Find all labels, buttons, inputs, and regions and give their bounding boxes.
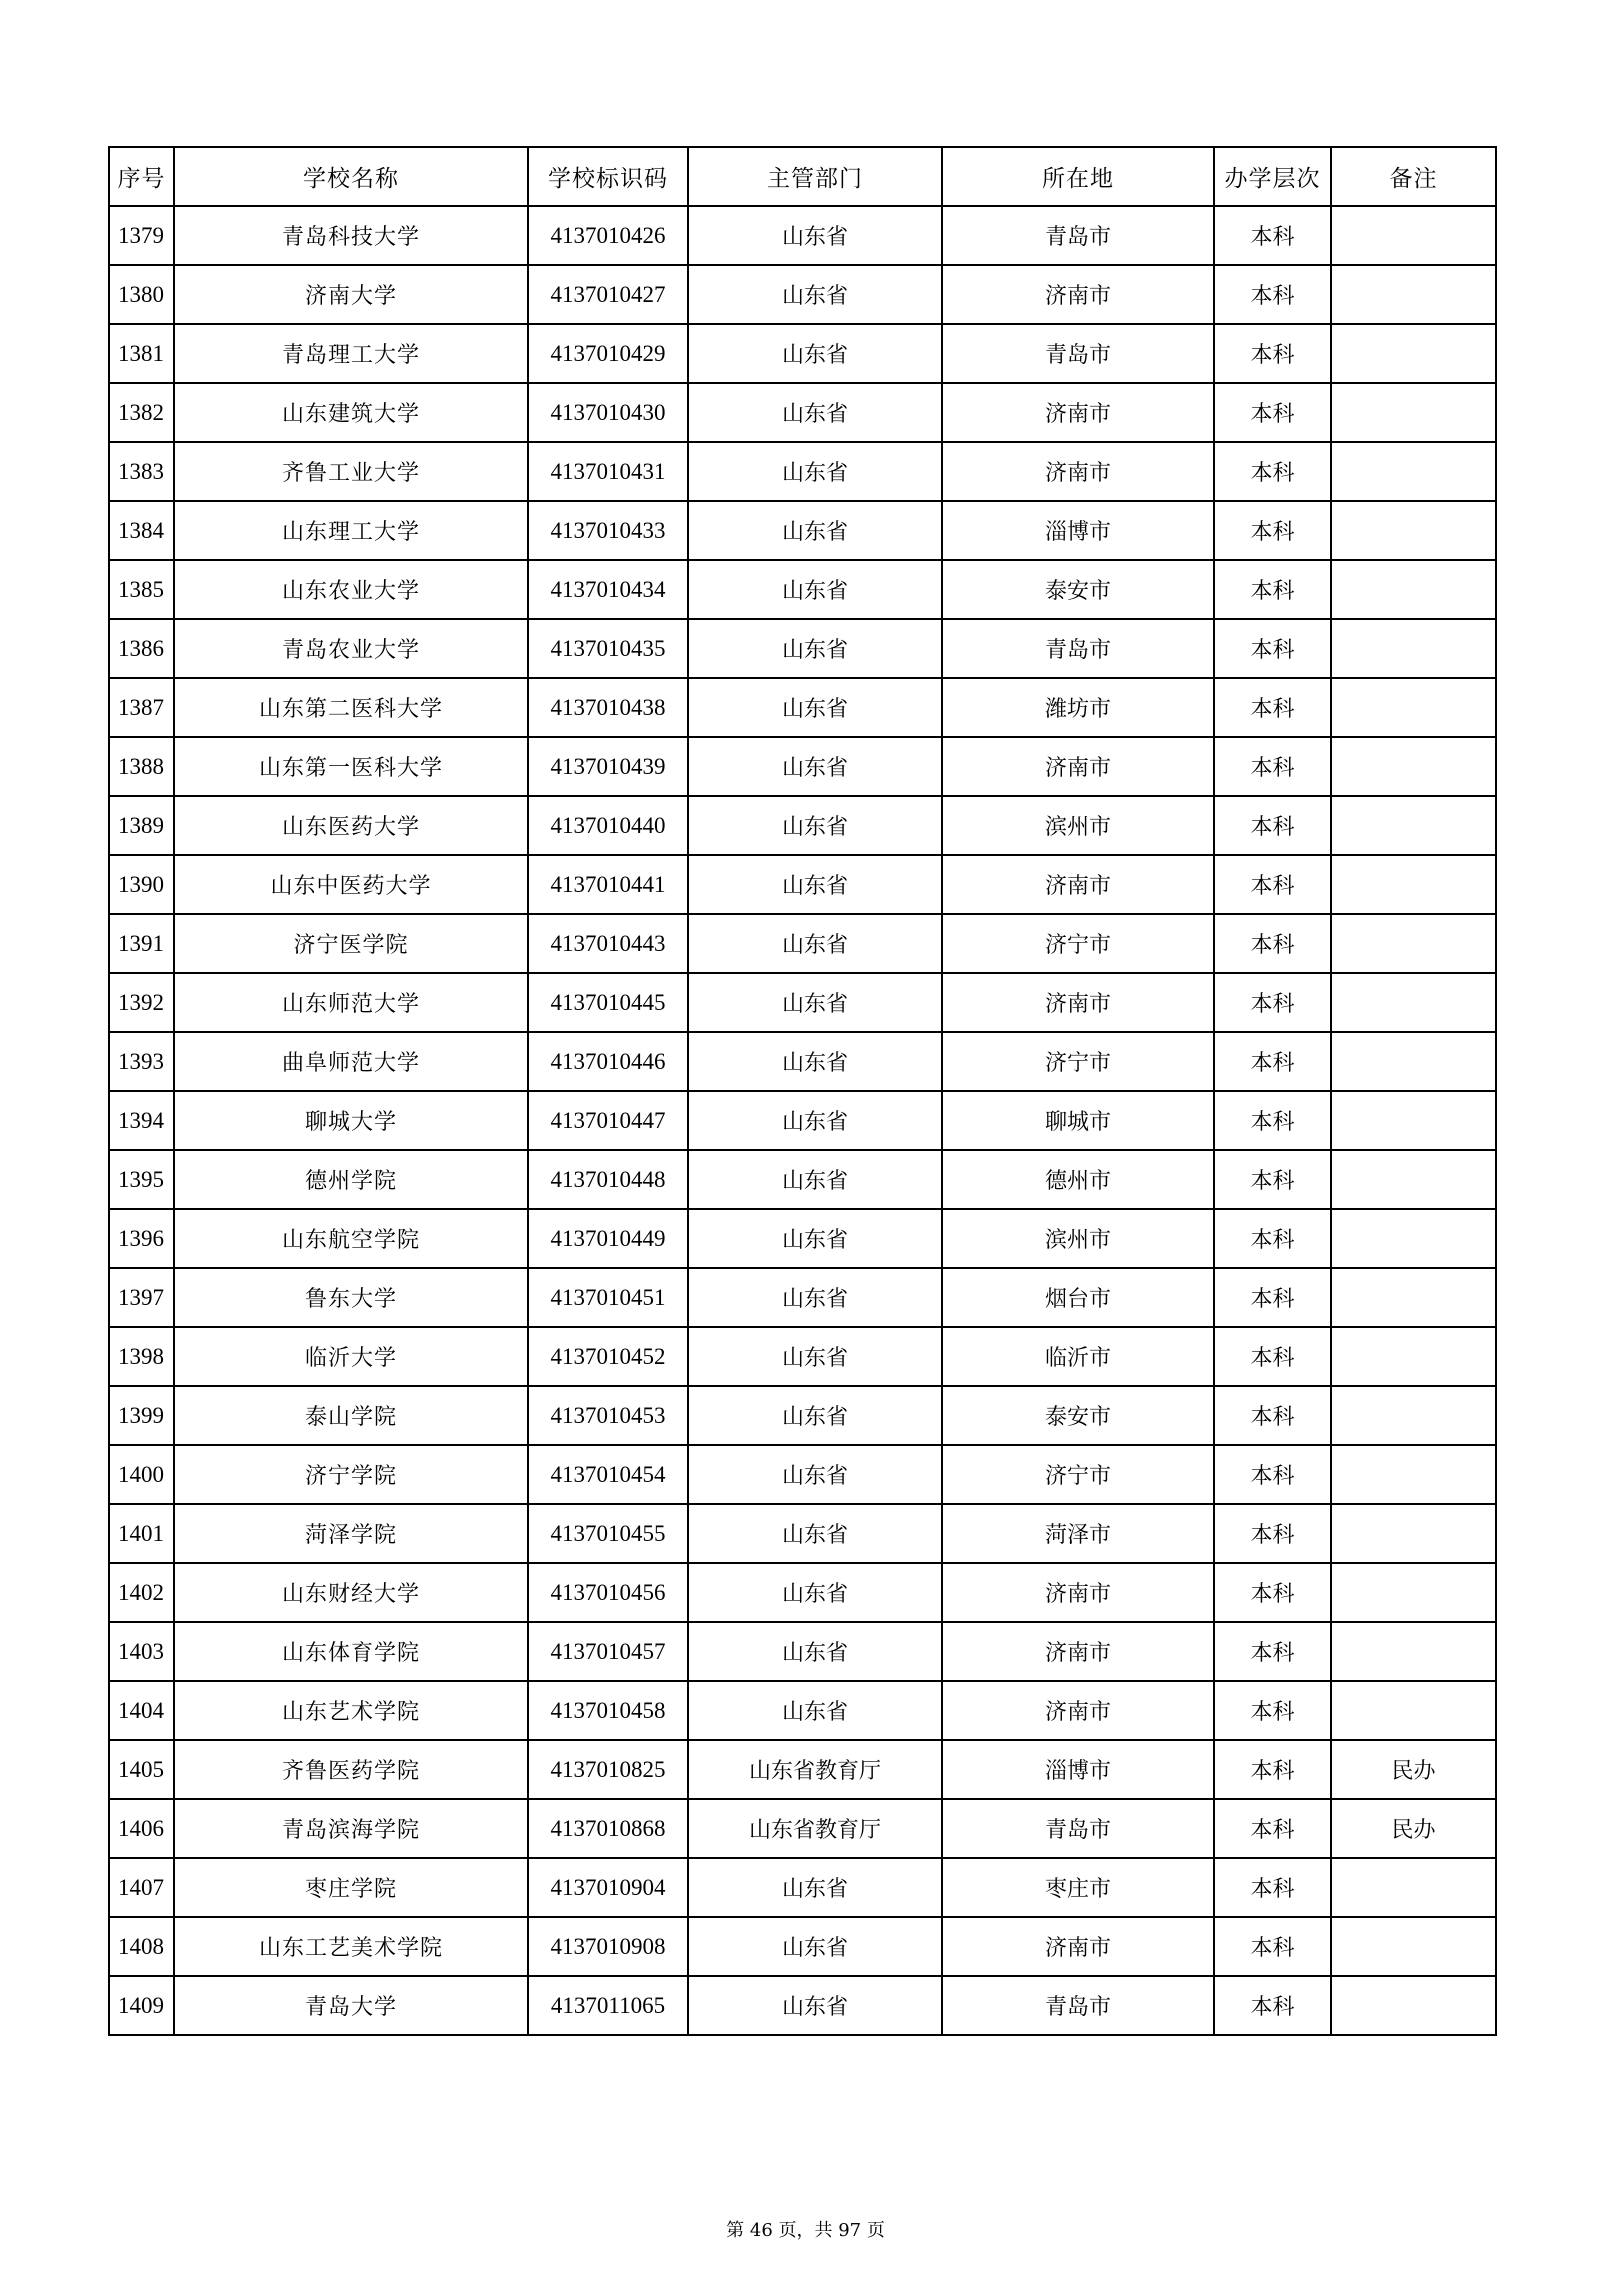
cell-seq: 1403	[109, 1622, 174, 1681]
cell-school-code: 4137010456	[528, 1563, 688, 1622]
cell-department: 山东省	[688, 1091, 942, 1150]
cell-seq: 1404	[109, 1681, 174, 1740]
cell-department: 山东省	[688, 501, 942, 560]
cell-level: 本科	[1214, 324, 1331, 383]
table-row	[109, 1032, 1496, 1091]
cell-school-name: 山东第二医科大学	[174, 678, 528, 737]
cell-department: 山东省	[688, 678, 942, 737]
cell-school-name: 山东工艺美术学院	[174, 1917, 528, 1976]
cell-school-name: 齐鲁医药学院	[174, 1740, 528, 1799]
cell-school-code: 4137010454	[528, 1445, 688, 1504]
cell-school-code: 4137010435	[528, 619, 688, 678]
cell-notes	[1331, 324, 1496, 383]
cell-notes	[1331, 1858, 1496, 1917]
table-row	[109, 678, 1496, 737]
cell-school-code: 4137010449	[528, 1209, 688, 1268]
cell-seq: 1399	[109, 1386, 174, 1445]
cell-notes	[1331, 265, 1496, 324]
cell-department: 山东省	[688, 1386, 942, 1445]
header-notes: 备注	[1331, 147, 1496, 206]
cell-notes	[1331, 1563, 1496, 1622]
cell-location: 济宁市	[942, 1032, 1214, 1091]
cell-seq: 1386	[109, 619, 174, 678]
cell-department: 山东省教育厅	[688, 1740, 942, 1799]
cell-department: 山东省	[688, 1976, 942, 2035]
table-row	[109, 1150, 1496, 1209]
cell-school-code: 4137011065	[528, 1976, 688, 2035]
cell-location: 枣庄市	[942, 1858, 1214, 1917]
cell-level: 本科	[1214, 1209, 1331, 1268]
cell-level: 本科	[1214, 796, 1331, 855]
cell-school-code: 4137010438	[528, 678, 688, 737]
table-row	[109, 1268, 1496, 1327]
cell-location: 济南市	[942, 383, 1214, 442]
cell-school-code: 4137010452	[528, 1327, 688, 1386]
cell-school-name: 济宁医学院	[174, 914, 528, 973]
page-footer: 第 46 页，共 97 页	[726, 2220, 885, 2241]
cell-school-name: 青岛大学	[174, 1976, 528, 2035]
cell-department: 山东省	[688, 1917, 942, 1976]
cell-notes	[1331, 560, 1496, 619]
cell-school-name: 青岛科技大学	[174, 206, 528, 265]
cell-level: 本科	[1214, 1858, 1331, 1917]
cell-school-code: 4137010439	[528, 737, 688, 796]
cell-seq: 1400	[109, 1445, 174, 1504]
cell-department: 山东省	[688, 560, 942, 619]
cell-seq: 1392	[109, 973, 174, 1032]
cell-department: 山东省	[688, 1681, 942, 1740]
table-row	[109, 1622, 1496, 1681]
cell-level: 本科	[1214, 1504, 1331, 1563]
cell-school-name: 德州学院	[174, 1150, 528, 1209]
cell-seq: 1384	[109, 501, 174, 560]
cell-seq: 1395	[109, 1150, 174, 1209]
cell-location: 青岛市	[942, 1976, 1214, 2035]
cell-notes	[1331, 1091, 1496, 1150]
cell-level: 本科	[1214, 501, 1331, 560]
cell-notes	[1331, 973, 1496, 1032]
cell-notes	[1331, 442, 1496, 501]
cell-location: 德州市	[942, 1150, 1214, 1209]
table-row	[109, 206, 1496, 265]
cell-school-code: 4137010443	[528, 914, 688, 973]
cell-department: 山东省	[688, 914, 942, 973]
cell-level: 本科	[1214, 1681, 1331, 1740]
cell-notes	[1331, 383, 1496, 442]
cell-seq: 1382	[109, 383, 174, 442]
cell-level: 本科	[1214, 442, 1331, 501]
cell-notes	[1331, 1681, 1496, 1740]
cell-notes	[1331, 1386, 1496, 1445]
cell-seq: 1391	[109, 914, 174, 973]
table-row	[109, 855, 1496, 914]
cell-location: 烟台市	[942, 1268, 1214, 1327]
cell-school-code: 4137010453	[528, 1386, 688, 1445]
cell-notes: 民办	[1331, 1740, 1496, 1799]
cell-seq: 1389	[109, 796, 174, 855]
cell-school-code: 4137010434	[528, 560, 688, 619]
cell-department: 山东省教育厅	[688, 1799, 942, 1858]
cell-school-name: 鲁东大学	[174, 1268, 528, 1327]
table-body	[109, 206, 1496, 2035]
cell-school-code: 4137010430	[528, 383, 688, 442]
cell-notes	[1331, 855, 1496, 914]
cell-level: 本科	[1214, 973, 1331, 1032]
cell-notes	[1331, 914, 1496, 973]
table-row	[109, 1858, 1496, 1917]
cell-notes	[1331, 678, 1496, 737]
cell-location: 淄博市	[942, 1740, 1214, 1799]
cell-notes	[1331, 619, 1496, 678]
cell-department: 山东省	[688, 1445, 942, 1504]
header-seq: 序号	[109, 147, 174, 206]
cell-location: 济南市	[942, 855, 1214, 914]
cell-department: 山东省	[688, 383, 942, 442]
cell-level: 本科	[1214, 1563, 1331, 1622]
cell-seq: 1385	[109, 560, 174, 619]
cell-location: 青岛市	[942, 206, 1214, 265]
cell-location: 泰安市	[942, 1386, 1214, 1445]
cell-location: 济宁市	[942, 1445, 1214, 1504]
cell-department: 山东省	[688, 206, 942, 265]
table-row	[109, 1799, 1496, 1858]
table-row	[109, 619, 1496, 678]
cell-level: 本科	[1214, 1091, 1331, 1150]
cell-location: 泰安市	[942, 560, 1214, 619]
cell-school-name: 齐鲁工业大学	[174, 442, 528, 501]
cell-location: 潍坊市	[942, 678, 1214, 737]
cell-seq: 1380	[109, 265, 174, 324]
table-row	[109, 1209, 1496, 1268]
cell-level: 本科	[1214, 265, 1331, 324]
cell-school-code: 4137010429	[528, 324, 688, 383]
table-row	[109, 1917, 1496, 1976]
cell-school-code: 4137010455	[528, 1504, 688, 1563]
cell-department: 山东省	[688, 1504, 942, 1563]
cell-level: 本科	[1214, 206, 1331, 265]
cell-school-name: 青岛滨海学院	[174, 1799, 528, 1858]
cell-level: 本科	[1214, 1622, 1331, 1681]
cell-location: 济南市	[942, 1563, 1214, 1622]
cell-department: 山东省	[688, 1032, 942, 1091]
cell-seq: 1409	[109, 1976, 174, 2035]
cell-seq: 1390	[109, 855, 174, 914]
cell-level: 本科	[1214, 855, 1331, 914]
cell-school-name: 山东中医药大学	[174, 855, 528, 914]
cell-school-code: 4137010447	[528, 1091, 688, 1150]
table-row	[109, 560, 1496, 619]
cell-level: 本科	[1214, 1386, 1331, 1445]
cell-school-code: 4137010825	[528, 1740, 688, 1799]
cell-level: 本科	[1214, 1327, 1331, 1386]
table-row	[109, 1327, 1496, 1386]
cell-school-name: 青岛理工大学	[174, 324, 528, 383]
table-row	[109, 973, 1496, 1032]
cell-notes	[1331, 1150, 1496, 1209]
table-row	[109, 1976, 1496, 2035]
cell-location: 聊城市	[942, 1091, 1214, 1150]
table-row	[109, 1091, 1496, 1150]
table-row	[109, 1386, 1496, 1445]
cell-school-name: 青岛农业大学	[174, 619, 528, 678]
table-row	[109, 1445, 1496, 1504]
table-row	[109, 1504, 1496, 1563]
cell-level: 本科	[1214, 1445, 1331, 1504]
cell-location: 济南市	[942, 1622, 1214, 1681]
cell-notes	[1331, 737, 1496, 796]
cell-notes	[1331, 1445, 1496, 1504]
cell-location: 滨州市	[942, 1209, 1214, 1268]
cell-level: 本科	[1214, 1032, 1331, 1091]
cell-level: 本科	[1214, 1268, 1331, 1327]
cell-notes	[1331, 1917, 1496, 1976]
cell-school-name: 曲阜师范大学	[174, 1032, 528, 1091]
header-school-code: 学校标识码	[528, 147, 688, 206]
cell-department: 山东省	[688, 1150, 942, 1209]
cell-school-code: 4137010904	[528, 1858, 688, 1917]
cell-level: 本科	[1214, 560, 1331, 619]
cell-department: 山东省	[688, 619, 942, 678]
cell-department: 山东省	[688, 855, 942, 914]
table-row	[109, 914, 1496, 973]
cell-department: 山东省	[688, 442, 942, 501]
cell-location: 济南市	[942, 1917, 1214, 1976]
cell-seq: 1396	[109, 1209, 174, 1268]
cell-school-name: 山东建筑大学	[174, 383, 528, 442]
cell-level: 本科	[1214, 1799, 1331, 1858]
cell-school-name: 山东医药大学	[174, 796, 528, 855]
cell-level: 本科	[1214, 1976, 1331, 2035]
cell-school-code: 4137010431	[528, 442, 688, 501]
table-row	[109, 796, 1496, 855]
cell-location: 济南市	[942, 442, 1214, 501]
cell-notes	[1331, 1209, 1496, 1268]
cell-school-code: 4137010451	[528, 1268, 688, 1327]
cell-seq: 1393	[109, 1032, 174, 1091]
cell-school-code: 4137010458	[528, 1681, 688, 1740]
cell-school-name: 山东体育学院	[174, 1622, 528, 1681]
cell-school-code: 4137010868	[528, 1799, 688, 1858]
cell-school-name: 山东理工大学	[174, 501, 528, 560]
cell-department: 山东省	[688, 973, 942, 1032]
cell-school-code: 4137010908	[528, 1917, 688, 1976]
cell-seq: 1379	[109, 206, 174, 265]
table-header-row	[109, 147, 1496, 206]
cell-notes	[1331, 1622, 1496, 1681]
cell-school-code: 4137010445	[528, 973, 688, 1032]
cell-location: 青岛市	[942, 619, 1214, 678]
table-row	[109, 1563, 1496, 1622]
cell-level: 本科	[1214, 678, 1331, 737]
cell-school-name: 泰山学院	[174, 1386, 528, 1445]
cell-notes	[1331, 1976, 1496, 2035]
cell-school-name: 菏泽学院	[174, 1504, 528, 1563]
cell-level: 本科	[1214, 383, 1331, 442]
cell-notes	[1331, 1268, 1496, 1327]
cell-department: 山东省	[688, 265, 942, 324]
cell-school-code: 4137010426	[528, 206, 688, 265]
cell-location: 临沂市	[942, 1327, 1214, 1386]
cell-school-name: 山东第一医科大学	[174, 737, 528, 796]
cell-school-code: 4137010427	[528, 265, 688, 324]
cell-location: 滨州市	[942, 796, 1214, 855]
cell-school-name: 聊城大学	[174, 1091, 528, 1150]
cell-level: 本科	[1214, 737, 1331, 796]
cell-level: 本科	[1214, 914, 1331, 973]
table-row	[109, 737, 1496, 796]
header-location: 所在地	[942, 147, 1214, 206]
cell-location: 济南市	[942, 265, 1214, 324]
cell-notes: 民办	[1331, 1799, 1496, 1858]
table-row	[109, 383, 1496, 442]
cell-level: 本科	[1214, 619, 1331, 678]
cell-notes	[1331, 796, 1496, 855]
cell-department: 山东省	[688, 1327, 942, 1386]
cell-seq: 1402	[109, 1563, 174, 1622]
header-level: 办学层次	[1214, 147, 1331, 206]
cell-seq: 1405	[109, 1740, 174, 1799]
cell-location: 青岛市	[942, 324, 1214, 383]
cell-seq: 1383	[109, 442, 174, 501]
cell-school-name: 济宁学院	[174, 1445, 528, 1504]
cell-notes	[1331, 1032, 1496, 1091]
header-school-name: 学校名称	[174, 147, 528, 206]
cell-school-code: 4137010441	[528, 855, 688, 914]
cell-seq: 1397	[109, 1268, 174, 1327]
school-list-table	[108, 146, 1497, 2036]
table-row	[109, 1740, 1496, 1799]
cell-seq: 1401	[109, 1504, 174, 1563]
table-row	[109, 324, 1496, 383]
table-row	[109, 501, 1496, 560]
cell-department: 山东省	[688, 1622, 942, 1681]
cell-school-name: 山东师范大学	[174, 973, 528, 1032]
cell-department: 山东省	[688, 1209, 942, 1268]
cell-school-name: 山东财经大学	[174, 1563, 528, 1622]
cell-department: 山东省	[688, 737, 942, 796]
cell-school-code: 4137010446	[528, 1032, 688, 1091]
cell-school-name: 枣庄学院	[174, 1858, 528, 1917]
cell-location: 济南市	[942, 1681, 1214, 1740]
cell-level: 本科	[1214, 1740, 1331, 1799]
cell-seq: 1387	[109, 678, 174, 737]
cell-school-name: 山东艺术学院	[174, 1681, 528, 1740]
table-row	[109, 1681, 1496, 1740]
cell-seq: 1394	[109, 1091, 174, 1150]
cell-location: 青岛市	[942, 1799, 1214, 1858]
cell-school-name: 山东农业大学	[174, 560, 528, 619]
cell-school-code: 4137010448	[528, 1150, 688, 1209]
cell-school-name: 山东航空学院	[174, 1209, 528, 1268]
cell-notes	[1331, 501, 1496, 560]
cell-seq: 1381	[109, 324, 174, 383]
cell-department: 山东省	[688, 1268, 942, 1327]
cell-department: 山东省	[688, 324, 942, 383]
cell-notes	[1331, 1327, 1496, 1386]
cell-school-code: 4137010457	[528, 1622, 688, 1681]
cell-school-name: 济南大学	[174, 265, 528, 324]
cell-seq: 1406	[109, 1799, 174, 1858]
cell-seq: 1407	[109, 1858, 174, 1917]
cell-location: 淄博市	[942, 501, 1214, 560]
cell-department: 山东省	[688, 1858, 942, 1917]
cell-department: 山东省	[688, 1563, 942, 1622]
cell-department: 山东省	[688, 796, 942, 855]
table-row	[109, 265, 1496, 324]
cell-location: 济宁市	[942, 914, 1214, 973]
cell-notes	[1331, 1504, 1496, 1563]
cell-seq: 1408	[109, 1917, 174, 1976]
header-department: 主管部门	[688, 147, 942, 206]
cell-level: 本科	[1214, 1150, 1331, 1209]
cell-seq: 1388	[109, 737, 174, 796]
cell-school-name: 临沂大学	[174, 1327, 528, 1386]
cell-location: 济南市	[942, 737, 1214, 796]
cell-level: 本科	[1214, 1917, 1331, 1976]
cell-school-code: 4137010433	[528, 501, 688, 560]
cell-notes	[1331, 206, 1496, 265]
cell-location: 菏泽市	[942, 1504, 1214, 1563]
cell-seq: 1398	[109, 1327, 174, 1386]
cell-location: 济南市	[942, 973, 1214, 1032]
table-row	[109, 442, 1496, 501]
cell-school-code: 4137010440	[528, 796, 688, 855]
